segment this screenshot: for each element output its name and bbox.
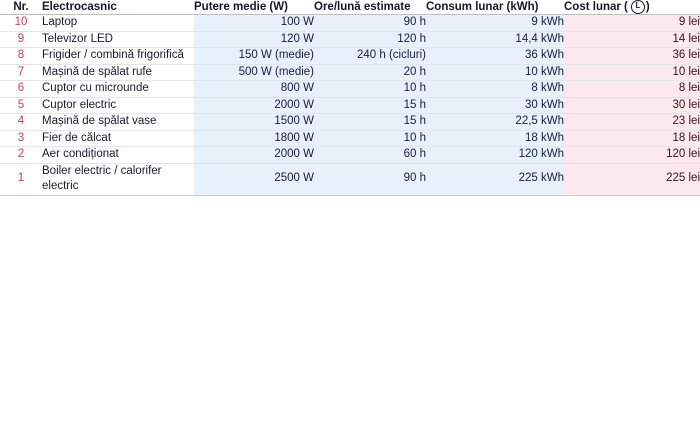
cell-hours: 10 h <box>314 130 426 147</box>
cell-hours: 90 h <box>314 163 426 195</box>
cell-kwh: 18 kWh <box>426 130 564 147</box>
cell-nr: 8 <box>0 48 42 65</box>
cell-hours: 90 h <box>314 15 426 32</box>
cell-appliance-name: Cuptor electric <box>42 97 194 114</box>
cell-power: 800 W <box>194 81 314 98</box>
cell-nr: 1 <box>0 163 42 195</box>
appliance-consumption-table <box>0 0 700 196</box>
cell-hours: 20 h <box>314 64 426 81</box>
cell-cost: 36 lei <box>564 48 700 65</box>
cell-cost: 14 lei <box>564 31 700 48</box>
cell-appliance-name: Laptop <box>42 15 194 32</box>
cell-appliance-name: Frigider / combină frigorifică <box>42 48 194 65</box>
cell-hours: 15 h <box>314 97 426 114</box>
column-header-appliance: Electrocasnic <box>42 0 194 15</box>
cell-kwh: 22,5 kWh <box>426 114 564 131</box>
cell-power: 500 W (medie) <box>194 64 314 81</box>
cell-power: 2000 W <box>194 97 314 114</box>
column-header-nr: Nr. <box>0 0 42 15</box>
table-row <box>0 15 700 32</box>
cell-cost: 18 lei <box>564 130 700 147</box>
table-row <box>0 147 700 164</box>
cell-nr: 5 <box>0 97 42 114</box>
column-header-power: Putere medie (W) <box>194 0 314 15</box>
cell-hours: 10 h <box>314 81 426 98</box>
table-row <box>0 48 700 65</box>
cell-kwh: 10 kWh <box>426 64 564 81</box>
cell-nr: 7 <box>0 64 42 81</box>
cell-nr: 4 <box>0 114 42 131</box>
cell-appliance-name: Mașină de spălat vase <box>42 114 194 131</box>
cell-power: 2000 W <box>194 147 314 164</box>
cell-appliance-name: Televizor LED <box>42 31 194 48</box>
table-row <box>0 81 700 98</box>
table-header <box>0 0 700 15</box>
cell-nr: 3 <box>0 130 42 147</box>
column-header-cost <box>564 0 700 15</box>
table-row <box>0 114 700 131</box>
cell-hours: 15 h <box>314 114 426 131</box>
column-header-cost-suffix: ) <box>645 1 650 13</box>
cell-appliance-name: Boiler electric / calorifer electric <box>42 163 194 195</box>
cell-appliance-name: Cuptor cu microunde <box>42 81 194 98</box>
table-body <box>0 15 700 196</box>
cell-cost: 10 lei <box>564 64 700 81</box>
cell-appliance-name: Mașină de spălat rufe <box>42 64 194 81</box>
table-row <box>0 64 700 81</box>
lei-coin-icon <box>631 0 645 14</box>
cell-kwh: 8 kWh <box>426 81 564 98</box>
cell-cost: 30 lei <box>564 97 700 114</box>
cell-power: 1500 W <box>194 114 314 131</box>
table-row <box>0 31 700 48</box>
cell-kwh: 30 kWh <box>426 97 564 114</box>
cell-kwh: 14,4 kWh <box>426 31 564 48</box>
cell-cost: 23 lei <box>564 114 700 131</box>
cell-kwh: 225 kWh <box>426 163 564 195</box>
table-row <box>0 97 700 114</box>
cell-nr: 9 <box>0 31 42 48</box>
column-header-kwh: Consum lunar (kWh) <box>426 0 564 15</box>
cell-nr: 2 <box>0 147 42 164</box>
cell-power: 150 W (medie) <box>194 48 314 65</box>
header-row <box>0 0 700 15</box>
cell-cost: 8 lei <box>564 81 700 98</box>
column-header-cost-label: Cost lunar ( <box>564 1 628 13</box>
cell-kwh: 120 kWh <box>426 147 564 164</box>
cell-cost: 9 lei <box>564 15 700 32</box>
cell-nr: 10 <box>0 15 42 32</box>
table-row <box>0 163 700 195</box>
cell-hours: 60 h <box>314 147 426 164</box>
cell-kwh: 36 kWh <box>426 48 564 65</box>
cell-cost: 225 lei <box>564 163 700 195</box>
cell-cost: 120 lei <box>564 147 700 164</box>
cell-power: 1800 W <box>194 130 314 147</box>
cell-power: 2500 W <box>194 163 314 195</box>
cell-appliance-name: Fier de călcat <box>42 130 194 147</box>
cell-hours: 240 h (cicluri) <box>314 48 426 65</box>
cell-power: 120 W <box>194 31 314 48</box>
cell-power: 100 W <box>194 15 314 32</box>
cell-kwh: 9 kWh <box>426 15 564 32</box>
cell-appliance-name: Aer condiționat <box>42 147 194 164</box>
column-header-hours: Ore/lună estimate <box>314 0 426 15</box>
cell-nr: 6 <box>0 81 42 98</box>
table-row <box>0 130 700 147</box>
cell-hours: 120 h <box>314 31 426 48</box>
